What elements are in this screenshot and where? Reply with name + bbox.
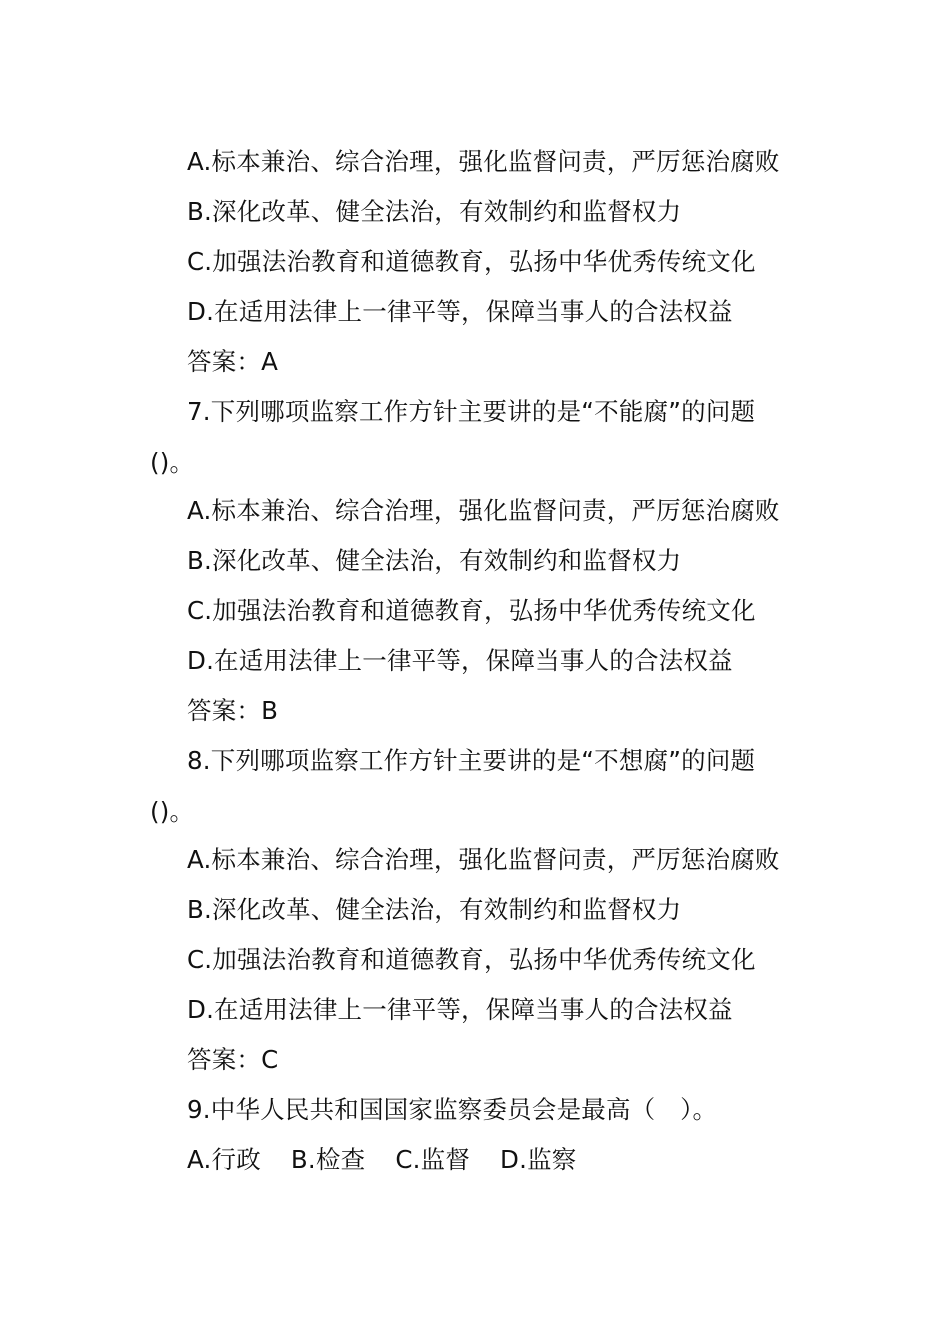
q8-option-b: B.深化改革、健全法治，有效制约和监督权力 [187, 895, 682, 924]
q9-options [187, 1145, 606, 1175]
q9-option-a: A.行政 [187, 1145, 261, 1174]
q8-stem-continuation: ()。 [150, 797, 195, 826]
q6-option-a: A.标本兼治、综合治理，强化监督问责，严厉惩治腐败 [187, 147, 780, 176]
q8-answer: 答案：C [187, 1045, 279, 1074]
q8-option-c: C.加强法治教育和道德教育，弘扬中华优秀传统文化 [187, 945, 756, 974]
q7-option-b: B.深化改革、健全法治，有效制约和监督权力 [187, 546, 682, 575]
q7-stem: 7.下列哪项监察工作方针主要讲的是“不能腐”的问题 [187, 397, 756, 426]
q7-option-a: A.标本兼治、综合治理，强化监督问责，严厉惩治腐败 [187, 496, 780, 525]
q9-option-c: C.监督 [395, 1145, 471, 1174]
q9-stem: 9.中华人民共和国国家监察委员会是最高（ ）。 [187, 1095, 718, 1124]
q9-option-d: D.监察 [500, 1145, 577, 1174]
q7-option-d: D.在适用法律上一律平等，保障当事人的合法权益 [187, 646, 733, 675]
q6-option-d: D.在适用法律上一律平等，保障当事人的合法权益 [187, 297, 733, 326]
q8-option-a: A.标本兼治、综合治理，强化监督问责，严厉惩治腐败 [187, 845, 780, 874]
q6-option-c: C.加强法治教育和道德教育，弘扬中华优秀传统文化 [187, 247, 756, 276]
q7-answer: 答案：B [187, 696, 279, 725]
q7-stem-continuation: ()。 [150, 448, 195, 477]
q6-option-b: B.深化改革、健全法治，有效制约和监督权力 [187, 197, 682, 226]
q8-stem: 8.下列哪项监察工作方针主要讲的是“不想腐”的问题 [187, 746, 756, 775]
q6-answer: 答案：A [187, 347, 279, 376]
q8-option-d: D.在适用法律上一律平等，保障当事人的合法权益 [187, 995, 733, 1024]
q7-option-c: C.加强法治教育和道德教育，弘扬中华优秀传统文化 [187, 596, 756, 625]
q9-option-b: B.检查 [290, 1145, 366, 1174]
